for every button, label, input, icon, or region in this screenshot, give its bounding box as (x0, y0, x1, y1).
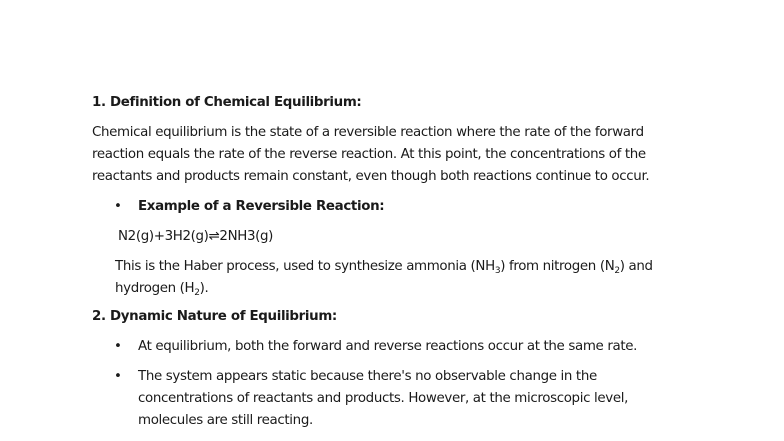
bullet-marker: • (114, 199, 122, 214)
haber-process-paragraph (115, 256, 692, 300)
bullet-text: At equilibrium, both the forward and reverse reactions occur at the same rate. (138, 339, 638, 354)
section-heading-definition: 1. Definition of Chemical Equilibrium: (92, 95, 362, 110)
bullet-marker: • (114, 369, 122, 384)
subscript-2-nitrogen: 2 (614, 266, 620, 276)
subscript-2-hydrogen: 2 (194, 288, 200, 298)
example-label: Example of a Reversible Reaction: (138, 199, 385, 214)
reaction-equation: N2(g)+3H2(g)⇌2NH3(g) (118, 229, 274, 244)
haber-text-4: ). (199, 281, 209, 296)
definition-paragraph: Chemical equilibrium is the state of a reversible reaction where the rate of the forward reaction equals the rate of the reverse reaction. At this point, the concentrations of the reactants and products remain constant, even though both reactions continue to occur. (92, 125, 650, 184)
bullet-text: The system appears static because there's no observable change in the concentrations of reactants and products. However, at the microscopic level, molecules are still reacting. (138, 369, 628, 428)
list-item-example (92, 196, 692, 218)
document-body (92, 92, 692, 440)
list-item (92, 336, 692, 358)
section-heading-dynamic: 2. Dynamic Nature of Equilibrium: (92, 309, 337, 324)
haber-text-1: This is the Haber process, used to synthesize ammonia (NH (115, 259, 495, 274)
bullet-marker: • (114, 339, 122, 354)
list-item (92, 366, 692, 432)
haber-text-3: ) and hydrogen (H (115, 259, 653, 296)
subscript-3: 3 (494, 266, 501, 276)
haber-text-2: ) from nitrogen (N (500, 259, 615, 274)
